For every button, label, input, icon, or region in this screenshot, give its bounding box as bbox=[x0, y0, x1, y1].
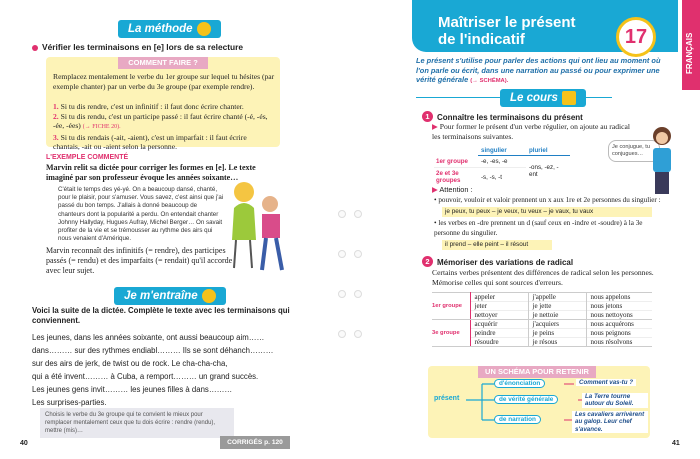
binder-hole bbox=[338, 290, 346, 298]
schema-branch: d'énonciation bbox=[494, 379, 545, 388]
corriges-link[interactable]: CORRIGÉS p. 120 bbox=[220, 436, 290, 449]
exercise-line[interactable]: dans……… sur des rythmes endiabl……… Ils se sont déhanch……… bbox=[32, 346, 274, 355]
marvin-text: Marvin reconnaît des infinitifs (= rendre), des participes passés (= rendu) et des imparfaits (= rendait) qu'il accorde avec leur sujet. bbox=[46, 246, 233, 275]
section-1-number: 1 bbox=[422, 111, 433, 122]
table-cell: -s, -s, -t bbox=[481, 173, 502, 181]
dancer2-head bbox=[262, 196, 278, 212]
methode-title: La méthode bbox=[128, 23, 193, 36]
example-intro: Marvin relit sa dictée pour corriger les formes en [e]. Le texte imaginé par son professeur évoque les années soixante… bbox=[46, 163, 256, 182]
table-cell: nous nettoyons bbox=[586, 311, 652, 320]
table-cell: je peins bbox=[528, 329, 586, 338]
table-cell: je résous bbox=[528, 338, 586, 347]
arrow-icon: ▶ bbox=[432, 122, 438, 131]
schema-center: présent bbox=[434, 395, 460, 402]
exercise-line[interactable]: Les jeunes gens invit……… les jeunes filles à dans……… bbox=[32, 385, 233, 394]
table-cell: j'acquiers bbox=[528, 320, 586, 329]
table-cell: nous acquérons bbox=[586, 320, 652, 329]
table-cell: -ons, -ez, -ent bbox=[529, 164, 559, 178]
table-cell: j'appelle bbox=[528, 293, 586, 302]
table-cell: je jette bbox=[528, 302, 586, 311]
gear-icon bbox=[197, 22, 211, 36]
table-cell: -e, -es, -e bbox=[478, 156, 526, 168]
table-cell: 1er groupe bbox=[434, 156, 478, 168]
dancer-head bbox=[234, 182, 254, 202]
example-title: L'EXEMPLE COMMENTÉ bbox=[46, 154, 129, 161]
terminations-table bbox=[434, 146, 570, 186]
exercise-line: sur des airs de jerk, de twist ou de rock. Le cha-cha-cha, bbox=[32, 359, 228, 368]
rule-1: 1. Si tu dis rendre, c'est un infinitif : il faut donc écrire chanter. bbox=[53, 102, 244, 111]
attention-1: • pouvoir, vouloir et valoir prennent un x aux 1re et 2e personnes du singulier : bbox=[434, 196, 661, 204]
attention-2: • les verbes en -dre prennent un d (sauf ceux en -indre et -soudre) à la 3e personne du singulier. bbox=[434, 219, 643, 237]
intro-text: Le présent s'utilise pour parler des actions qui ont lieu au moment où l'on parle ou écrit, dans une narration au passé ou pour exprimer une vérité générale (→ SCHÉMA). bbox=[416, 56, 661, 85]
right-page bbox=[350, 0, 700, 459]
schema-branch: de vérité générale bbox=[494, 395, 558, 404]
fiche-number: 17 bbox=[616, 17, 656, 57]
table-cell: résoudre bbox=[470, 338, 528, 347]
exercise-instruction: Voici la suite de la dictée. Complète le texte avec les terminaisons qui conviennent. bbox=[32, 306, 290, 325]
attention-label: ▶ Attention : bbox=[432, 185, 473, 194]
binder-hole bbox=[338, 250, 346, 258]
table-cell: jeter bbox=[470, 302, 528, 311]
comment-intro: Remplacez mentalement le verbe du 1er groupe sur lequel tu hésites (par exemple chanter) par un verbe du 3e groupe (par exemple rendre). bbox=[53, 72, 275, 91]
schema-example: Les cavaliers arrivèrent au galop. Leur chef s'avance. bbox=[572, 411, 648, 433]
table-header: pluriel bbox=[526, 146, 570, 156]
group-label: 3e groupe bbox=[432, 320, 470, 347]
attention-1-example: je peux, tu peux – je veux, tu veux – je vaux, tu vaux bbox=[442, 207, 652, 217]
section-2-number: 2 bbox=[422, 256, 433, 267]
side-tab: FRANÇAIS bbox=[682, 0, 700, 90]
schema-example: Comment vas-tu ? bbox=[576, 379, 636, 386]
table-cell: nous résolvons bbox=[586, 338, 652, 347]
page-number-right: 41 bbox=[672, 440, 680, 447]
dancer-dress bbox=[232, 203, 256, 240]
bullet-icon bbox=[32, 45, 38, 51]
pencil-icon bbox=[202, 289, 216, 303]
table-cell: nous jetons bbox=[586, 302, 652, 311]
schema-branch: de narration bbox=[494, 415, 541, 424]
verify-heading: Vérifier les terminaisons en [e] lors de sa relecture bbox=[32, 42, 243, 52]
entraine-banner bbox=[114, 287, 226, 305]
table-cell: peindre bbox=[470, 329, 528, 338]
speech-bubble: Je conjugue, tu conjugues… bbox=[608, 140, 660, 162]
dancer2-shirt bbox=[262, 214, 280, 238]
binder-hole bbox=[354, 290, 362, 298]
binder-hole bbox=[338, 210, 346, 218]
section-1-text: ▶ Pour former le présent d'un verbe régulier, on ajoute au radical les terminaisons suivantes. bbox=[432, 122, 630, 141]
section-1-title: 1 Connaître les terminaisons du présent bbox=[422, 111, 583, 122]
schema-example: La Terre tourne autour du Soleil. bbox=[582, 393, 648, 408]
cours-banner bbox=[500, 89, 586, 107]
table-cell: appeler bbox=[470, 293, 528, 302]
schema-title: UN SCHÉMA POUR RETENIR bbox=[478, 366, 596, 378]
group-label: 1er groupe bbox=[432, 293, 470, 320]
rule-2: 2. Si tu dis rendu, c'est un participe passé : il faut écrire chanté (-é, -és, -ée, -ées) (→ FICHE 20). bbox=[53, 111, 268, 131]
entraine-title: Je m'entraîne bbox=[124, 290, 198, 303]
page-number-left: 40 bbox=[20, 440, 28, 447]
section-2-text: Certains verbes présentent des différences de radical selon les personnes. Mémorise celles qui sont sources d'erreurs. bbox=[432, 268, 654, 287]
rule-3: 3. Si tu dis rendais (-ait, -aient), c'est un imparfait : il faut écrire chantais, -ait ou -aient selon la personne. bbox=[53, 132, 247, 152]
page-title: Maîtriser le présent de l'indicatif bbox=[438, 14, 576, 48]
methode-banner bbox=[118, 20, 221, 38]
table-cell: je nettoie bbox=[528, 311, 586, 320]
example-text: C'était le temps des yé-yé. On a beaucoup dansé, chanté, pour le plaisir, pour s'amuser. Vous savez, c'est ainsi que j'ai passé du bon temps. J'allais à donné beaucoup de chanteurs dont la popularité a perdu. On entendait chanter Johnny Hallyday, Hugues Aufray, Michel Berger… On savait profiter de la vie et se trémousser au rythme des airs qui nous venaient d'Amérique. bbox=[58, 186, 224, 243]
table-cell: nous peignons bbox=[586, 329, 652, 338]
exercise-line[interactable]: qui a été invent……… à Cuba, a remport……… un grand succès. bbox=[32, 372, 259, 381]
binder-hole bbox=[354, 250, 362, 258]
attention-2-example: il prend – elle peint – il résout bbox=[442, 240, 552, 250]
table-cell: 2e et 3e groupes bbox=[436, 170, 461, 184]
radical-table bbox=[432, 292, 652, 347]
notebook-icon bbox=[562, 91, 576, 105]
binder-hole bbox=[354, 210, 362, 218]
rules-list bbox=[53, 102, 275, 152]
binder-hole bbox=[338, 330, 346, 338]
table-header: singulier bbox=[478, 146, 526, 156]
comment-faire-title: COMMENT FAIRE ? bbox=[118, 57, 208, 69]
binder-hole bbox=[354, 330, 362, 338]
exercise-line[interactable]: Les jeunes, dans les années soixante, ont aussi beaucoup aim…… bbox=[32, 333, 265, 342]
hint-box: Choisis le verbe du 3e groupe qui te convient le mieux pour remplacer mentalement ceux que tu dois écrire : rendre (rendu), mettre (mis)… bbox=[40, 408, 234, 438]
exercise-text bbox=[32, 331, 292, 409]
girl-illustration bbox=[646, 124, 680, 198]
section-2-title: 2 Mémoriser des variations de radical bbox=[422, 256, 573, 267]
table-cell: nous appelons bbox=[586, 293, 652, 302]
cours-title: Le cours bbox=[510, 92, 558, 105]
exercise-line: Les surprises-parties. bbox=[32, 398, 107, 407]
table-cell: acquérir bbox=[474, 320, 498, 328]
table-cell: nettoyer bbox=[470, 311, 528, 320]
